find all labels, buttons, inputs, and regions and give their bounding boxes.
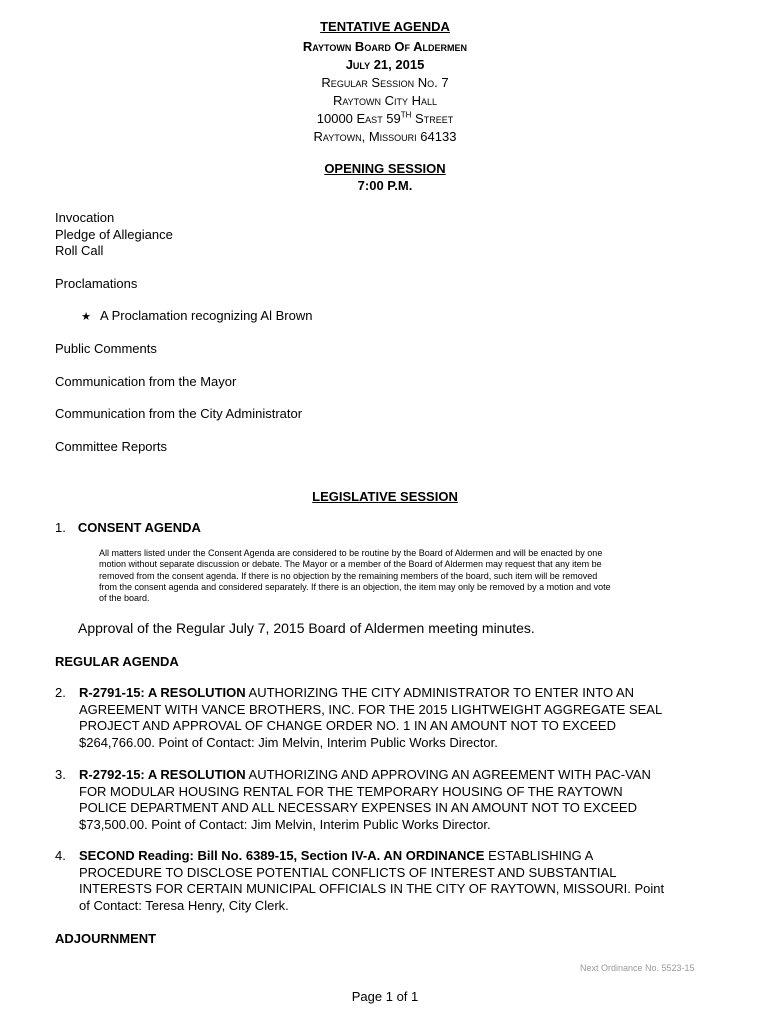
consent-line: motion without separate discussion or debate. The Mayor or a member of the Board of Aldermen may request that any item be xyxy=(99,559,602,570)
agenda-item-bold-title: R-2792-15: A RESOLUTION xyxy=(79,767,246,782)
consent-line: from the consent agenda and considered separately. If there is an objection, the item may only be removed by a motion and vote xyxy=(99,581,611,592)
session-number: Regular Session No. 7 xyxy=(321,75,449,90)
agenda-item-number: 2. xyxy=(55,685,66,700)
proclamations-heading: Proclamations xyxy=(55,276,138,291)
street-address xyxy=(0,110,770,127)
agenda-item-bold-title: SECOND Reading: Bill No. 6389-15, Section IV-A. AN ORDINANCE xyxy=(79,848,485,863)
communication-administrator: Communication from the City Administrator xyxy=(55,406,303,421)
consent-agenda-heading xyxy=(55,520,201,536)
meeting-date: July 21, 2015 xyxy=(345,57,425,72)
board-name: Raytown Board Of Aldermen xyxy=(302,39,468,54)
opening-item-roll-call: Roll Call xyxy=(55,243,104,258)
consent-agenda-number: 1. xyxy=(55,520,66,535)
opening-item-pledge: Pledge of Allegiance xyxy=(55,227,173,242)
committee-reports: Committee Reports xyxy=(55,439,167,454)
approval-minutes: Approval of the Regular July 7, 2015 Board of Aldermen meeting minutes. xyxy=(78,620,535,636)
adjournment-heading: ADJOURNMENT xyxy=(55,931,157,946)
agenda-item-line: $264,766.00. Point of Contact: Jim Melvin, Interim Public Works Director. xyxy=(79,734,498,750)
page-number: Page 1 of 1 xyxy=(351,989,419,1004)
consent-agenda-title: CONSENT AGENDA xyxy=(77,520,201,535)
agenda-item-line: AUTHORIZING THE CITY ADMINISTRATOR TO ENTER INTO AN xyxy=(245,685,635,700)
agenda-item-number: 4. xyxy=(55,848,66,863)
proclamation-text: A Proclamation recognizing Al Brown xyxy=(100,308,313,323)
proclamation-item xyxy=(76,308,312,325)
agenda-item-2 xyxy=(55,685,715,751)
agenda-item-line: INTERESTS FOR CERTAIN MUNICIPAL OFFICIALS IN THE CITY OF RAYTOWN, MISSOURI. Point xyxy=(79,881,665,896)
agenda-item-3 xyxy=(55,767,715,833)
city-state-zip: Raytown, Missouri 64133 xyxy=(313,129,457,144)
agenda-item-bold-title: R-2791-15: A RESOLUTION xyxy=(79,685,246,700)
communication-mayor: Communication from the Mayor xyxy=(55,374,237,389)
agenda-item-line: PROCEDURE TO DISCLOSE POTENTIAL CONFLICTS OF INTEREST AND SUBSTANTIAL xyxy=(79,864,617,880)
agenda-item-line: of Contact: Teresa Henry, City Clerk. xyxy=(79,897,289,913)
street-number: 10000 East 59 xyxy=(316,111,401,126)
agenda-item-line: FOR MODULAR HOUSING RENTAL FOR THE TEMPORARY HOUSING OF THE RAYTOWN xyxy=(79,783,623,799)
consent-line: removed from the consent agenda. If there is no objection by the remaining members of the board, such item will be removed xyxy=(99,570,598,581)
opening-item-invocation: Invocation xyxy=(55,210,115,225)
opening-session-time: 7:00 P.M. xyxy=(357,178,413,193)
public-comments: Public Comments xyxy=(55,341,157,356)
consent-line: of the board. xyxy=(99,593,150,604)
consent-agenda-description xyxy=(99,548,689,604)
consent-line: All matters listed under the Consent Agenda are considered to be routine by the Board of Aldermen and will be enacted by one xyxy=(99,548,603,558)
agenda-item-number: 3. xyxy=(55,767,66,782)
agenda-item-4 xyxy=(55,848,715,914)
agenda-item-line: POLICE DEPARTMENT AND ALL NECESSARY EXPENSES IN AN AMOUNT NOT TO EXCEED xyxy=(79,800,637,815)
meeting-place: Raytown City Hall xyxy=(332,93,438,108)
star-bullet-icon: ★ xyxy=(81,311,91,323)
opening-session-heading: OPENING SESSION xyxy=(324,161,446,176)
street-suffix: TH xyxy=(400,110,412,120)
agenda-item-line: ESTABLISHING A xyxy=(484,848,594,863)
agenda-item-line: AGREEMENT WITH VANCE BROTHERS, INC. FOR THE 2015 LIGHTWEIGHT AGGREGATE SEAL xyxy=(79,701,663,717)
regular-agenda-heading: REGULAR AGENDA xyxy=(55,654,179,669)
next-ordinance-note: Next Ordinance No. 5523-15 xyxy=(580,963,695,973)
agenda-item-line: PROJECT AND APPROVAL OF CHANGE ORDER NO. 1 IN AN AMOUNT NOT TO EXCEED xyxy=(79,718,616,733)
legislative-session-heading: LEGISLATIVE SESSION xyxy=(312,489,458,504)
document-title: TENTATIVE AGENDA xyxy=(320,19,450,34)
agenda-item-line: $73,500.00. Point of Contact: Jim Melvin, Interim Public Works Director. xyxy=(79,816,491,832)
agenda-item-line: AUTHORIZING AND APPROVING AN AGREEMENT WITH PAC-VAN xyxy=(245,767,651,782)
street-name: Street xyxy=(411,111,454,126)
